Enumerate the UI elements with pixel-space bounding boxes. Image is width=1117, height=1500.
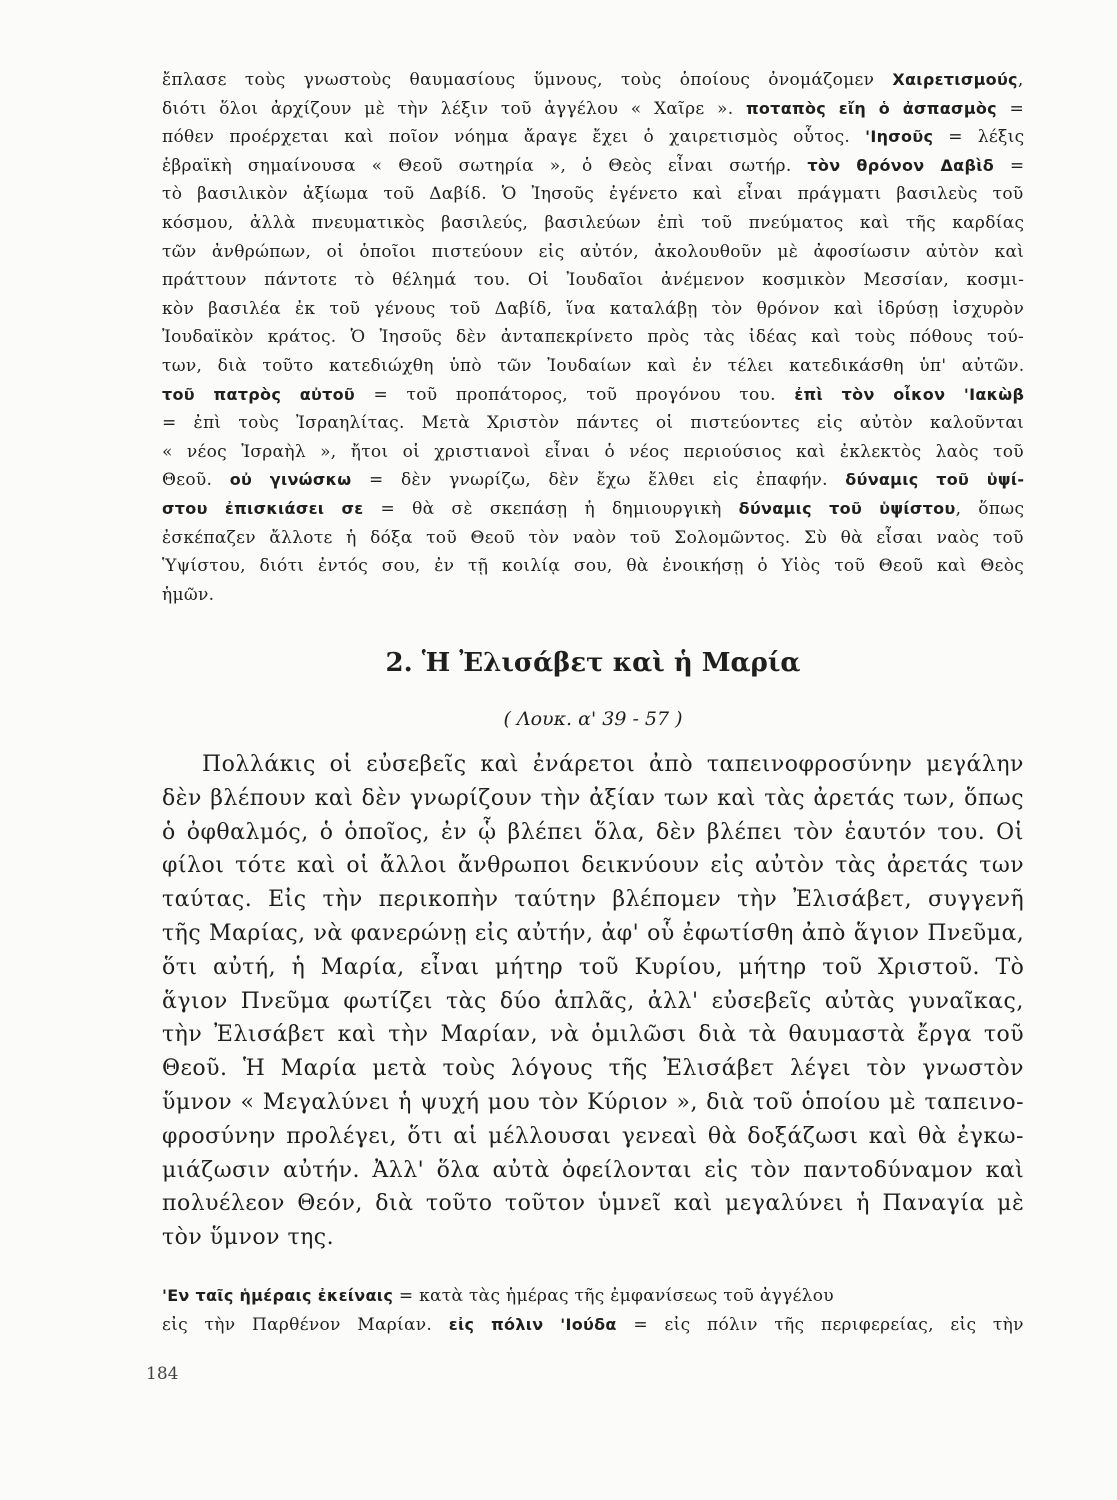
- text-line: [162, 385, 1024, 405]
- text-line: [162, 1286, 834, 1306]
- body-line: τὸν ὕμνον της.: [162, 1225, 335, 1251]
- section-heading: 2. Ἡ Ἐλισάβετ καὶ ἡ Μαρία: [385, 648, 801, 678]
- line-text: τὸ βασιλικὸν ἀξίωμα τοῦ Δαβίδ. Ὁ Ἰησοῦς ἐγένετο καὶ εἶναι πράγματι βασιλεὺς τοῦ: [162, 184, 1024, 205]
- text-line: [162, 356, 1024, 376]
- line-text: =: [996, 98, 1025, 119]
- line-text: = εἰς πόλιν τῆς περιφερείας, εἰς τὴν: [616, 1314, 1024, 1335]
- line-text: ,: [1017, 70, 1024, 90]
- body-line: τὴν Ἐλισάβετ καὶ τὴν Μαρίαν, νὰ ὁμιλῶσι διὰ τὰ θαυμαστὰ ἔργα τοῦ: [162, 1022, 1025, 1048]
- text-line: [162, 585, 214, 605]
- bold-term: Χαιρετισμούς: [892, 70, 1018, 89]
- body-line: ὅτι αὐτή, ἡ Μαρία, εἶναι μήτηρ τοῦ Κυρίου, μήτηρ τοῦ Χριστοῦ. Τὸ: [162, 954, 1025, 980]
- line-text: = κατὰ τὰς ἡμέρας τῆς ἐμφανίσεως τοῦ ἀγγέλου: [393, 1286, 834, 1306]
- text-line: [162, 127, 1024, 147]
- text-line: [162, 556, 1024, 576]
- line-text: « νέος Ἰσραὴλ », ἤτοι οἱ χριστιανοὶ εἶναι ὁ νέος περιούσιος καὶ ἐκλεκτὸς λαὸς τοῦ: [162, 441, 1024, 462]
- bold-term: ποταπὸς εἴη ὁ ἀσπασμὸς: [745, 98, 997, 118]
- line-text: = δὲν γνωρίζω, δὲν ἔχω ἔλθει εἰς ἐπαφήν.: [351, 470, 846, 491]
- body-line: Θεοῦ. Ἡ Μαρία μετὰ τοὺς λόγους τῆς Ἐλισάβετ λέγει τὸν γνωστὸν: [162, 1056, 1024, 1082]
- text-line: [162, 413, 1024, 433]
- text-line: [162, 184, 1024, 204]
- line-text: διότι ὅλοι ἀρχίζουν μὲ τὴν λέξιν τοῦ ἀγγέλου « Χαῖρε ».: [162, 98, 746, 119]
- body-line: φροσύνην προλέγει, ὅτι αἱ μέλλουσαι γενεαὶ θὰ δοξάζωσι καὶ θὰ ἐγκω-: [162, 1123, 1024, 1149]
- body-line: ταύτας. Εἰς τὴν περικοπὴν ταύτην βλέπομεν τὴν Ἐλισάβετ, συγγενῆ: [162, 887, 1025, 913]
- body-line: πολυέλεον Θεόν, διὰ τοῦτο τοῦτον ὑμνεῖ καὶ μεγαλύνει ἡ Παναγία μὲ: [162, 1191, 1025, 1217]
- bold-term: ἐπὶ τὸν οἶκον 'Ιακὼβ: [794, 384, 1025, 404]
- body-line: τῆς Μαρίας, νὰ φανερώνῃ εἰς αὐτήν, ἀφ' οὗ ἐφωτίσθη ἀπὸ ἅγιον Πνεῦμα,: [162, 921, 1025, 946]
- text-line: [162, 270, 1024, 290]
- text-line: [162, 213, 1024, 233]
- line-text: πόθεν προέρχεται καὶ ποῖον νόημα ἄραγε ἔχει ὁ χαιρετισμὸς οὗτος.: [162, 127, 866, 148]
- line-text: ἡμῶν.: [162, 584, 215, 605]
- text-line: [162, 70, 1024, 90]
- text-line: [162, 327, 1024, 347]
- line-text: ἐσκέπαζεν ἄλλοτε ἡ δόξα τοῦ Θεοῦ τὸν ναὸν τοῦ Σολομῶντος. Σὺ θὰ εἶσαι ναὸς τοῦ: [162, 527, 1024, 548]
- line-text: = τοῦ προπάτορος, τοῦ προγόνου του.: [355, 384, 795, 405]
- line-text: κὸν βασιλέα ἐκ τοῦ γένους τοῦ Δαβίδ, ἵνα καταλάβῃ τὸν θρόνον καὶ ἱδρύσῃ ἰσχυρὸν: [162, 298, 1025, 319]
- line-text: εἰς τὴν Παρθένον Μαρίαν.: [162, 1314, 449, 1335]
- line-text: =: [994, 155, 1025, 176]
- text-line: [162, 528, 1024, 548]
- text-line: [162, 1315, 1024, 1335]
- line-text: ἑβραϊκὴ σημαίνουσα « Θεοῦ σωτηρία », ὁ Θεὸς εἶναι σωτήρ.: [162, 155, 808, 176]
- line-text: ἔπλασε τοὺς γνωστοὺς θαυμασίους ὕμνους, τοὺς ὁποίους ὀνομάζομεν: [162, 70, 893, 90]
- text-line: [162, 99, 1024, 119]
- line-text: των, διὰ τοῦτο κατεδιώχθη ὑπὸ τῶν Ἰουδαίων καὶ ἐν τέλει κατεδικάσθη ὑπ' αὐτῶν.: [162, 356, 1025, 376]
- line-text: τῶν ἀνθρώπων, οἱ ὁποῖοι πιστεύουν εἰς αὐτόν, ἀκολουθοῦν μὲ ἀφοσίωσιν αὐτὸν καὶ: [162, 241, 1025, 262]
- text-line: [162, 156, 1024, 176]
- bold-term: τοῦ πατρὸς αὐτοῦ: [162, 384, 356, 404]
- bold-term: οὐ γινώσκω: [229, 470, 352, 490]
- text-line: [162, 242, 1024, 262]
- text-line: [162, 442, 1024, 462]
- line-text: , ὅπως: [955, 499, 1025, 519]
- line-text: = θὰ σὲ σκεπάσῃ ἡ δημιουργικὴ: [363, 499, 739, 519]
- line-text: = ἐπὶ τοὺς Ἰσραηλίτας. Μετὰ Χριστὸν πάντες οἱ πιστεύοντες εἰς αὐτὸν καλοῦνται: [162, 413, 1025, 434]
- body-line: Πολλάκις οἱ εὐσεβεῖς καὶ ἐνάρετοι ἀπὸ ταπεινοφροσύνην μεγάλην: [202, 752, 1024, 777]
- line-text: Θεοῦ.: [162, 470, 230, 491]
- scripture-reference: ( Λουκ. α' 39 - 57 ): [503, 708, 683, 730]
- body-line: ὁ ὀφθαλμός, ὁ ὁποῖος, ἐν ᾧ βλέπει ὅλα, δὲν βλέπει τὸν ἑαυτόν του. Οἱ: [162, 819, 1024, 845]
- line-text: Ὑψίστου, διότι ἐντός σου, ἐν τῇ κοιλίᾳ σου, θὰ ἐνοικήσῃ ὁ Υἱὸς τοῦ Θεοῦ καὶ Θεὸς: [162, 556, 1025, 577]
- line-text: κόσμου, ἀλλὰ πνευματικὸς βασιλεύς, βασιλεύων ἐπὶ τοῦ πνεύματος καὶ τῆς καρδίας: [162, 213, 1025, 233]
- body-line: φίλοι τότε καὶ οἱ ἄλλοι ἄνθρωποι δεικνύουν εἰς αὐτὸν τὰς ἀρετάς των: [162, 853, 1025, 879]
- body-line: ὕμνον « Μεγαλύνει ἡ ψυχή μου τὸν Κύριον », διὰ τοῦ ὁποίου μὲ ταπεινο-: [162, 1090, 1025, 1115]
- bold-term: εἰς πόλιν 'Ιούδα: [448, 1314, 617, 1334]
- text-line: [162, 499, 1024, 519]
- bold-term: 'Ιησοῦς: [865, 127, 934, 147]
- bold-term: τὸν θρόνον Δαβὶδ: [807, 155, 995, 175]
- text-line: [162, 299, 1024, 319]
- bold-term: 'Εν ταῖς ἡμέραις ἐκείναις: [162, 1286, 394, 1305]
- bold-term: δύναμις τοῦ ὑψί-: [845, 470, 1025, 490]
- text-line: [162, 470, 1024, 490]
- line-text: πράττουν πάντοτε τὸ θέλημά του. Οἱ Ἰουδαῖοι ἀνέμενον κοσμικὸν Μεσσίαν, κοσμι-: [162, 270, 1025, 291]
- line-text: Ἰουδαϊκὸν κράτος. Ὁ Ἰησοῦς δὲν ἀνταπεκρίνετο πρὸς τὰς ἰδέας καὶ τοὺς πόθους τού-: [162, 327, 1025, 348]
- bold-term: στου ἐπισκιάσει σε: [162, 499, 364, 518]
- body-line: μιάζωσιν αὐτήν. Ἀλλ' ὅλα αὐτὰ ὀφείλονται εἰς τὸν παντοδύναμον καὶ: [162, 1157, 1025, 1183]
- line-text: = λέξις: [933, 127, 1025, 148]
- body-line: ἅγιον Πνεῦμα φωτίζει τὰς δύο ἁπλᾶς, ἀλλ' εὐσεβεῖς αὐτὰς γυναῖκας,: [162, 988, 1024, 1014]
- bold-term: δύναμις τοῦ ὑψίστου: [738, 499, 956, 518]
- body-line: δὲν βλέπουν καὶ δὲν γνωρίζουν τὴν ἀξίαν των καὶ τὰς ἀρετάς των, ὅπως: [162, 785, 1025, 811]
- page-number: 184: [146, 1364, 179, 1384]
